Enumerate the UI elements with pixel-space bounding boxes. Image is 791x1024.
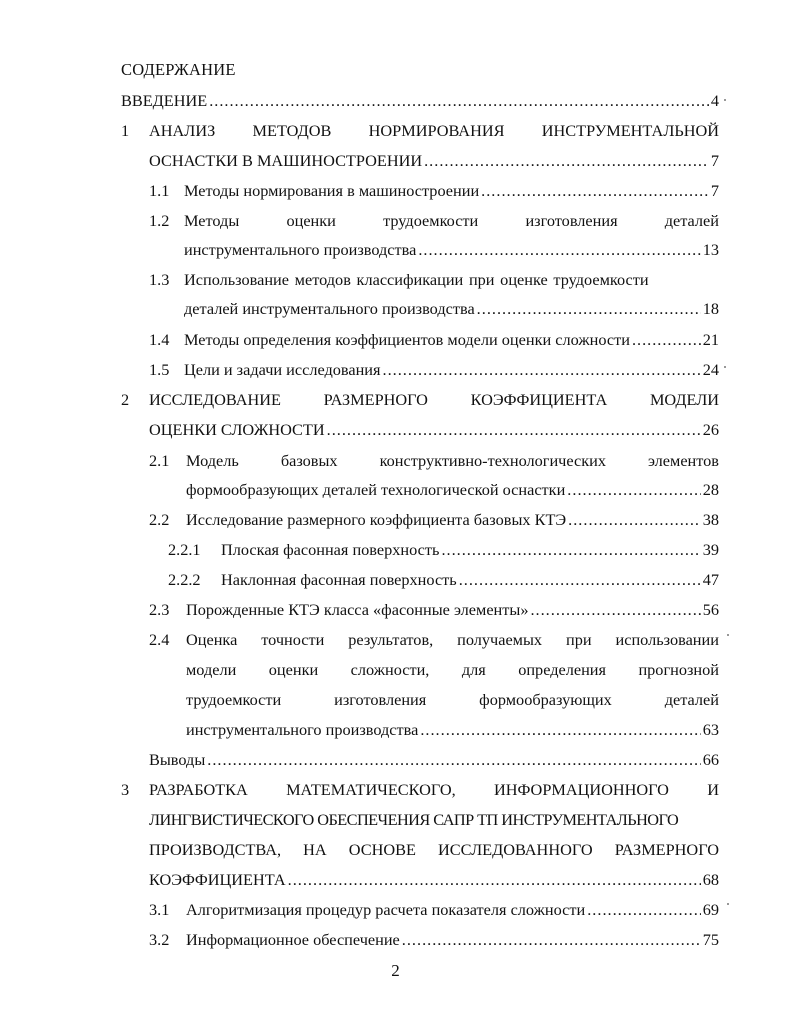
scan-speck <box>724 366 726 368</box>
chapter-number: 1 <box>121 121 130 140</box>
leader-dots <box>477 297 701 321</box>
section-number: 1.1 <box>149 181 170 200</box>
toc-page-number: 68 <box>702 870 719 889</box>
toc-section-1-1: Методы нормирования в машиностроении ..... 7 <box>184 179 719 203</box>
leader-dots <box>587 898 700 922</box>
toc-page-number: 24 <box>702 360 719 379</box>
toc-subsection-2-2-2: Наклонная фасонная поверхность ..... 47 <box>221 568 719 592</box>
chapter-number: 3 <box>121 780 130 799</box>
toc-page-number: 75 <box>702 930 719 949</box>
toc-section-1-3-line-1: Использование методов классификации при оценке трудоемкости <box>184 270 649 289</box>
toc-entry-intro <box>121 89 719 113</box>
leader-dots <box>481 179 709 203</box>
toc-chapter-1-line-1: АНАЛИЗ МЕТОДОВ НОРМИРОВАНИЯ ИНСТРУМЕНТАЛЬНОЙ <box>149 121 719 140</box>
scan-speck <box>724 99 726 101</box>
leader-dots <box>424 149 709 173</box>
toc-section-3-1: Алгоритмизация процедур расчета показателя сложности ..... 69 <box>186 898 719 922</box>
toc-chapter-3-line-4: КОЭФФИЦИЕНТА ..... 68 <box>149 868 719 892</box>
toc-page-number: 4 <box>710 91 719 110</box>
toc-page-number: 47 <box>702 570 719 589</box>
leader-dots <box>418 238 700 262</box>
subsection-number: 2.2.2 <box>168 570 201 589</box>
section-number: 1.5 <box>149 360 170 379</box>
toc-page-number: 7 <box>710 181 719 200</box>
toc-page-number: 18 <box>702 299 719 318</box>
toc-section-1-2-line-2: инструментального производства ..... 13 <box>184 238 719 262</box>
toc-page-number: 26 <box>702 420 719 439</box>
toc-heading: СОДЕРЖАНИЕ <box>121 60 236 79</box>
toc-subsection-2-2-1: Плоская фасонная поверхность ..... 39 <box>221 538 719 562</box>
toc-entry-text: ВВЕДЕНИЕ <box>121 91 208 110</box>
section-number: 2.1 <box>149 451 170 470</box>
toc-section-2-3: Порожденные КТЭ класса «фасонные элементы» ..... 56 <box>186 598 719 622</box>
toc-chapter-2-line-2: ОЦЕНКИ СЛОЖНОСТИ ..... 26 <box>149 418 719 442</box>
toc-section-2-4-line-1: Оценка точности результатов, получаемых при использовании <box>186 630 719 649</box>
section-number: 3.1 <box>149 900 170 919</box>
subsection-number: 2.2.1 <box>168 540 201 559</box>
toc-section-2-4-line-2: модели оценки сложности, для определения прогнозной <box>186 660 719 679</box>
page-number: 2 <box>391 961 400 980</box>
toc-section-1-3-line-2: деталей инструментального производства ..... 18 <box>184 297 719 321</box>
leader-dots <box>207 748 700 772</box>
toc-page-number: 13 <box>702 240 719 259</box>
toc-page-number: 21 <box>702 330 719 349</box>
leader-dots <box>567 478 700 502</box>
section-number: 2.4 <box>149 630 170 649</box>
toc-chapter-3-line-2: ЛИНГВИСТИЧЕСКОГО ОБЕСПЕЧЕНИЯ САПР ТП ИНСТРУМЕНТАЛЬНОГО <box>149 810 679 829</box>
toc-page-number: 38 <box>702 510 719 529</box>
leader-dots <box>402 928 701 952</box>
leader-dots <box>530 598 700 622</box>
leader-dots <box>459 568 701 592</box>
section-number: 1.3 <box>149 270 170 289</box>
toc-page-number: 63 <box>702 720 719 739</box>
toc-page-number: 39 <box>702 540 719 559</box>
section-number: 2.2 <box>149 510 170 529</box>
toc-section-2-1-line-2: формообразующих деталей технологической оснастки ..... 28 <box>186 478 719 502</box>
toc-section-1-2-line-1: Методы оценки трудоемкости изготовления деталей <box>184 211 719 230</box>
section-number: 1.4 <box>149 330 170 349</box>
toc-section-3-2: Информационное обеспечение ..... 75 <box>186 928 719 952</box>
leader-dots <box>383 358 701 382</box>
scan-speck <box>727 634 729 636</box>
toc-chapter-2-line-1: ИССЛЕДОВАНИЕ РАЗМЕРНОГО КОЭФФИЦИЕНТА МОДЕЛИ <box>149 390 719 409</box>
toc-chapter-3-line-3: ПРОИЗВОДСТВА, НА ОСНОВЕ ИССЛЕДОВАННОГО РАЗМЕРНОГО <box>149 840 719 859</box>
scan-speck <box>727 903 729 905</box>
leader-dots <box>420 718 700 742</box>
toc-page-number: 69 <box>702 900 719 919</box>
toc-page-number: 56 <box>702 600 719 619</box>
section-number: 2.3 <box>149 600 170 619</box>
toc-page-number: 7 <box>710 151 719 170</box>
toc-section-1-4: Методы определения коэффициентов модели оценки сложности ..... 21 <box>184 328 719 352</box>
toc-entry-conclusions: Выводы ..... 66 <box>149 748 719 772</box>
leader-dots <box>568 508 701 532</box>
section-number: 3.2 <box>149 930 170 949</box>
toc-page-number: 66 <box>702 750 719 769</box>
toc-section-1-5: Цели и задачи исследования ..... 24 <box>184 358 719 382</box>
toc-section-2-1-line-1: Модель базовых конструктивно-технологических элементов <box>186 451 719 470</box>
leader-dots <box>209 89 709 113</box>
toc-section-2-4-line-4: инструментального производства ..... 63 <box>186 718 719 742</box>
leader-dots <box>441 538 700 562</box>
toc-chapter-1-line-2: ОСНАСТКИ В МАШИНОСТРОЕНИИ ..... 7 <box>149 149 719 173</box>
chapter-number: 2 <box>121 390 130 409</box>
toc-chapter-3-line-1: РАЗРАБОТКА МАТЕМАТИЧЕСКОГО, ИНФОРМАЦИОННОГО И <box>149 780 719 799</box>
leader-dots <box>632 328 701 352</box>
toc-section-2-2: Исследование размерного коэффициента базовых КТЭ ..... 38 <box>186 508 719 532</box>
leader-dots <box>288 868 701 892</box>
toc-page-number: 28 <box>702 480 719 499</box>
section-number: 1.2 <box>149 211 170 230</box>
leader-dots <box>327 418 701 442</box>
toc-section-2-4-line-3: трудоемкости изготовления формообразующих деталей <box>186 690 719 709</box>
